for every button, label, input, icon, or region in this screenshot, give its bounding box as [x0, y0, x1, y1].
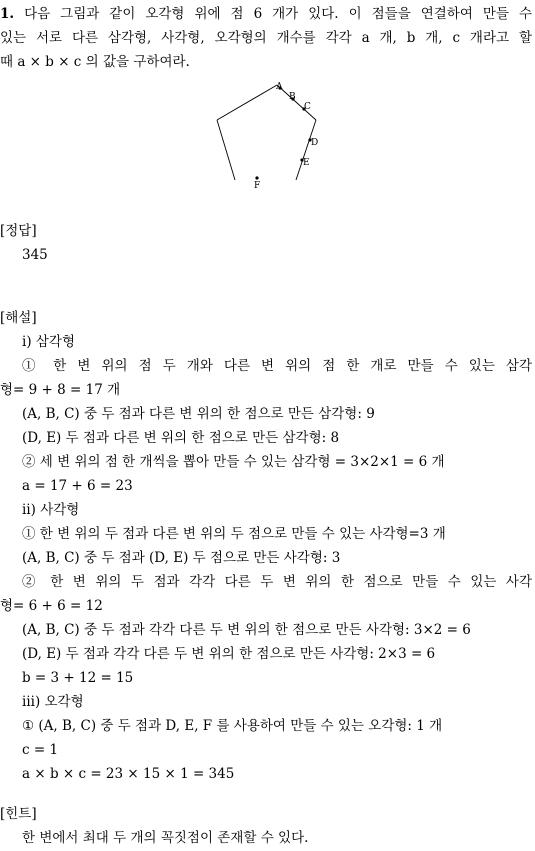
problem-number: 1. — [0, 6, 15, 22]
solution-line: c = 1 — [22, 742, 59, 758]
label-b: B — [289, 92, 296, 102]
pentagon-figure — [200, 78, 335, 193]
solution-line: a = 17 + 6 = 23 — [22, 478, 133, 494]
solution-line: (D, E) 두 점과 각각 다른 두 변 위의 한 점으로 만든 사각형: 2×3 = 6 — [22, 646, 436, 662]
solution-line: ② 세 변 위의 점 한 개씩을 뽑아 만들 수 있는 삼각형 = 3×2×1 = 6 개 — [22, 454, 445, 470]
label-e: E — [303, 158, 310, 168]
label-d: D — [311, 138, 319, 148]
solution-line: (A, B, C) 중 두 점과 (D, E) 두 점으로 만든 사각형: 3 — [22, 550, 341, 566]
problem-line-2: 있는 서로 다른 삼각형, 사각형, 오각형의 개수를 각각 a 개, b 개, c 개라고 할 — [0, 30, 532, 46]
answer-header: [정답] — [0, 223, 37, 239]
solution-line: (D, E) 두 점과 다른 변 위의 한 점으로 만든 삼각형: 8 — [22, 430, 340, 446]
solution-line: ⅰ) 삼각형 — [22, 334, 75, 350]
point-f — [255, 176, 258, 179]
label-a: A — [276, 82, 283, 92]
solution-line: ② 한 변 위의 두 점과 각각 다른 두 변 위의 한 점으로 만들 수 있는 사각 — [22, 574, 532, 590]
solution-line: ⅲ) 오각형 — [22, 694, 84, 710]
solution-line: 형= 9 + 8 = 17 개 — [0, 382, 121, 398]
solution-line: ① 한 변 위의 두 점과 다른 변 위의 두 점으로 만들 수 있는 사각형=3 개 — [22, 526, 446, 542]
solution-line: b = 3 + 12 = 15 — [22, 670, 134, 686]
label-c: C — [304, 102, 311, 112]
answer-value: 345 — [22, 247, 48, 263]
problem-text-1: 다음 그림과 같이 오각형 위에 점 6 개가 있다. 이 점들을 연결하여 만들 수 — [24, 6, 532, 22]
solution-line: a × b × c = 23 × 15 × 1 = 345 — [22, 766, 235, 782]
hint-header: [힌트] — [0, 806, 37, 822]
hint-text: 한 변에서 최대 두 개의 꼭짓점이 존재할 수 있다. — [22, 830, 309, 846]
solution-line: ① (A, B, C) 중 두 점과 D, E, F 를 사용하여 만들 수 있는 오각형: 1 개 — [22, 718, 443, 734]
solution-line: 형= 6 + 6 = 12 — [0, 598, 103, 614]
solution-line: ① 한 변 위의 점 두 개와 다른 변 위의 점 한 개로 만들 수 있는 삼각 — [22, 358, 532, 374]
solution-line: (A, B, C) 중 두 점과 다른 변 위의 한 점으로 만든 삼각형: 9 — [22, 406, 375, 422]
problem-line-1 — [0, 2, 532, 26]
solution-line: (A, B, C) 중 두 점과 각각 다른 두 변 위의 한 점으로 만든 사각형: 3×2 = 6 — [22, 622, 471, 638]
solution-header: [해설] — [0, 310, 37, 326]
pentagon-edge-left-top — [217, 85, 277, 120]
label-f: F — [254, 181, 261, 191]
solution-line: ⅱ) 사각형 — [22, 502, 80, 518]
pentagon-edge-right — [296, 120, 319, 180]
problem-line-3: 때 a × b × c 의 값을 구하여라. — [0, 54, 190, 70]
pentagon-edge-left — [217, 120, 235, 180]
